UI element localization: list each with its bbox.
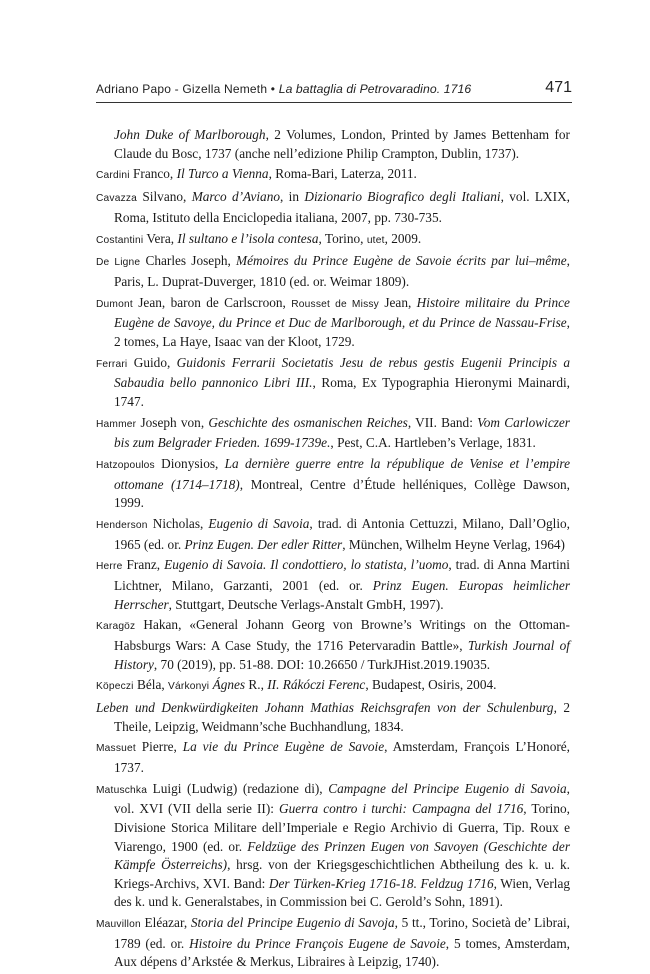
bibliography-entry: Ferrari Guido, Guidonis Ferrarii Societatis Jesu de rebus gestis Eugenii Principis a Sabaudia bello pannonico Libri III., Roma, Ex Typographia Hieronymi Mainardi, 1747. — [96, 354, 571, 409]
bibliography-entry: Costantini Vera, Il sultano e l’isola contesa, Torino, utet, 2009. — [96, 230, 422, 246]
bibliography-entry: De Ligne Charles Joseph, Mémoires du Prince Eugène de Savoie écrits par lui–même, Paris, L. Duprat-Duverger, 1810 (ed. or. Weimar 1809). — [96, 253, 570, 289]
running-header — [96, 78, 572, 100]
bibliography-entry: Henderson Nicholas, Eugenio di Savoia, trad. di Antonia Cettuzzi, Milano, Dall’Oglio, 1965 (ed. or. Prinz Eugen. Der edler Ritter, München, Wilhelm Heyne Verlag, 1964) — [96, 515, 570, 552]
bibliography-list — [96, 126, 570, 974]
bibliography-entry: Karagöz Hakan, «General Johann Georg von Browne’s Writings on the Ottoman-Habsburgs Wars: A Case Study, the 1716 Petervaradin Battle», Turkish Journal of History, 70 (2019), pp. 51-88. DOI: 10.26650 / TurkJHist.2019.19035. — [96, 617, 570, 672]
running-title-italic: La battaglia di Petrovaradino. 1716 — [278, 82, 472, 96]
bibliography-entry: Massuet Pierre, La vie du Prince Eugène de Savoie, Amsterdam, François L’Honoré, 1737. — [96, 739, 570, 776]
bibliography-entry: Mauvillon Eléazar, Storia del Principe Eugenio di Savoja, 5 tt., Torino, Società de’ Librai, 1789 (ed. or. Histoire du Prince François Eugene de Savoie, 5 tomes, Amsterdam, Aux dépens d’Arkstée & Merkus, Libraires à Leipzig, 1740). — [96, 915, 570, 970]
bibliography-entry: Matuschka Luigi (Ludwig) (redazione di), Campagne del Principe Eugenio di Savoia, vol. XVI (VII della serie II): Guerra contro i turchi: Campagna del 1716, Torino, Divisione Storica Militare dell’Imperiale e Regio Archivio di Guerra, Tip. Roux e Viarengo, 1900 (ed. or. Feldzüge des Prinzen Eugen von Savoyen (Geschichte der Kämpfe Österreichs), hrsg. von der Kriegsgeschichtlichen Abtheilung des k. u. k. Kriegs-Archivs, XVI. Band: Der Türken-Krieg 1716-18. Feldzug 1716, Wien, Verlag des k. und k. Generalstabes, in Commission bei C. Gerold’s Sohn, 1891). — [96, 780, 571, 910]
bibliography-entry: Cardini Franco, Il Turco a Vienna, Roma-Bari, Laterza, 2011. — [96, 166, 417, 182]
bibliography-entry: Leben und Denkwürdigkeiten Johann Mathias Reichsgrafen von der Schulenburg, 2 Theile, Leipzig, Weidmann’sche Buchhandlung, 1834. — [96, 700, 571, 734]
bibliography-entry: John Duke of Marlborough, 2 Volumes, London, Printed by James Bettenham for Claude du Bosc, 1737 (anche nell’edizione Philip Crampton, Dublin, 1737). — [114, 127, 570, 161]
bibliography-entry: Herre Franz, Eugenio di Savoia. Il condottiero, lo statista, l’uomo, trad. di Anna Martini Lichtner, Milano, Garzanti, 2001 (ed. or. Prinz Eugen. Europas heimlicher Herrscher, Stuttgart, Deutsche Verlags-Anstalt GmbH, 1997). — [96, 557, 571, 612]
bibliography-entry: Köpeczi Béla, Várkonyi Ágnes R., II. Rákóczi Ferenc, Budapest, Osiris, 2004. — [96, 677, 497, 693]
running-title — [96, 82, 471, 96]
page-number: 471 — [545, 79, 572, 96]
bibliography-entry: Hatzopoulos Dionysios, La dernière guerre entre la république de Venise et l’empire ottomane (1714–1718), Montreal, Centre d’Étude helléniques, Collège Dawson, 1999. — [96, 456, 570, 511]
bibliography-entry: Cavazza Silvano, Marco d’Aviano, in Dizionario Biografico degli Italiani, vol. LXIX, Roma, Istituto della Enciclopedia italiana, 2007, pp. 730-735. — [96, 189, 571, 225]
running-title-authors: Adriano Papo - Gizella Nemeth • — [96, 82, 279, 96]
bibliography-entry: Hammer Joseph von, Geschichte des osmanischen Reiches, VII. Band: Vom Carlowiczer bis zum Belgrader Frieden. 1699-1739e., Pest, C.A. Hartleben’s Verlage, 1831. — [96, 414, 570, 451]
bibliography-entry: Dumont Jean, baron de Carlscroon, Rousset de Missy Jean, Histoire militaire du Prince Eugène de Savoye, du Prince et Duc de Marlborough, et du Prince de Nassau-Frise, 2 tomes, La Haye, Isaac van der Kloot, 1729. — [96, 294, 570, 349]
header-rule — [96, 102, 572, 103]
